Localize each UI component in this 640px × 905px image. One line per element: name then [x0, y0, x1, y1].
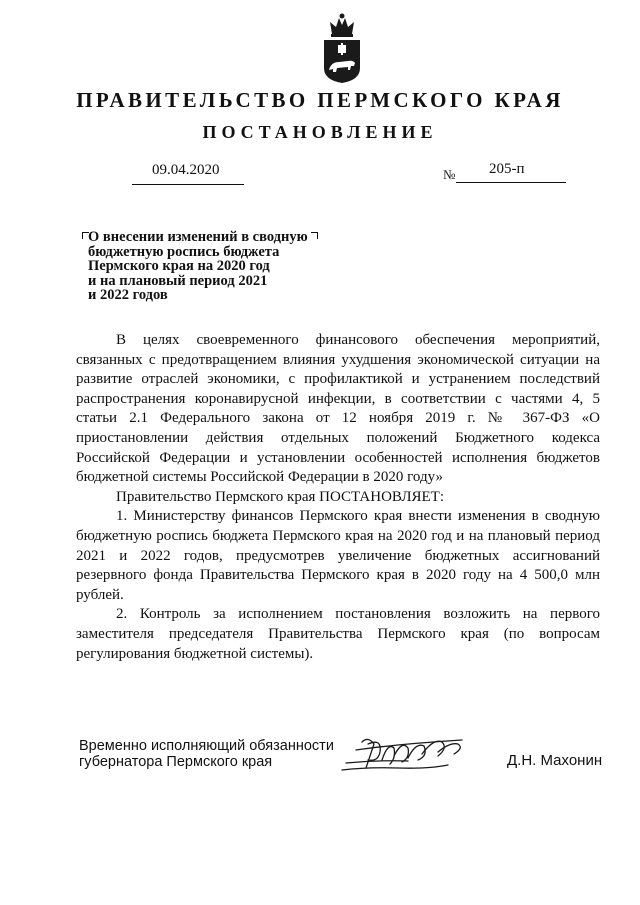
- preamble-paragraph: В целях своевременного финансового обеспечения мероприятий, связанных с предотвращением влияния ухудшения экономической ситуации на развитие отраслей экономики, с профилактикой и устранением последствий распространения коронавирусной инфекции, в соответствии с частями 4, 5 статьи 2.1 Федерального закона от 12 ноября 2019 г. № 367-ФЗ «О приостановлении действия отдельных положений Бюджетного кодекса Российской Федерации и установлении особенностей исполнения бюджетов бюджетной системы Российской Федерации в 2020 году»: [76, 332, 600, 486]
- position-line: Временно исполняющий обязанности: [79, 738, 334, 754]
- subject-line: О внесении изменений в сводную: [88, 229, 308, 245]
- document-date: 09.04.2020: [152, 162, 220, 178]
- item-2-paragraph: 2. Контроль за исполнением постановления возложить на первого заместителя председателя Правительства Пермского края (по вопросам регулирования бюджетной системы).: [76, 606, 600, 662]
- subject-line: и на плановый период 2021: [88, 272, 268, 289]
- resolves-paragraph: Правительство Пермского края ПОСТАНОВЛЯЕТ:: [116, 488, 445, 505]
- subject-line: и 2022 годов: [88, 287, 168, 303]
- document-date-field: [132, 162, 244, 185]
- handwritten-signature-icon: [338, 730, 468, 776]
- document-number: 205-п: [489, 161, 525, 177]
- number-sign: №: [443, 167, 456, 182]
- subject-line: бюджетную роспись бюджета: [88, 243, 280, 260]
- position-line: губернатора Пермского края: [79, 754, 273, 770]
- document-body: [76, 331, 600, 664]
- item-1-paragraph: 1. Министерству финансов Пермского края внести изменения в сводную бюджетную роспись бюджета Пермского края на 2020 год и на плановый период 2021 и 2022 годов, предусмотрев увеличение бюджетных ассигнований резервного фонда Правительства Пермского края в 2020 году на 4 500,0 млн рублей.: [76, 508, 600, 603]
- document-number-field: [456, 162, 566, 183]
- document-subject: [88, 230, 328, 303]
- subject-line: Пермского края на 2020 год: [88, 258, 270, 274]
- government-title: ПРАВИТЕЛЬСТВО ПЕРМСКОГО КРАЯ: [76, 88, 564, 112]
- signatory-name: Д.Н. Махонин: [507, 752, 603, 769]
- signatory-position: [79, 738, 334, 770]
- coat-of-arms-icon: [320, 12, 364, 84]
- document-type: ПОСТАНОВЛЕНИЕ: [202, 122, 438, 142]
